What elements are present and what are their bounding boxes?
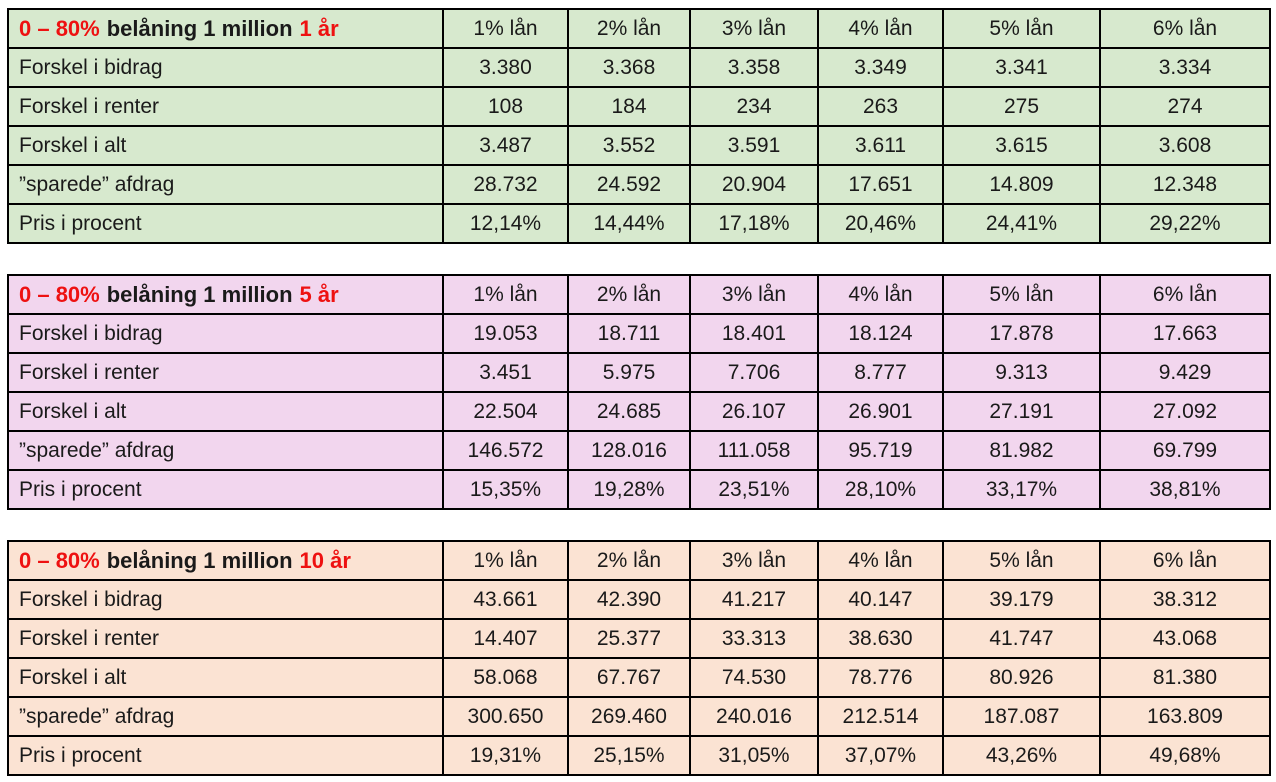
row-label: Pris i procent xyxy=(8,736,443,775)
column-header: 4% lån xyxy=(818,9,943,48)
value-cell: 22.504 xyxy=(443,392,568,431)
table-header-row xyxy=(8,275,1270,314)
row-label: Forskel i alt xyxy=(8,126,443,165)
table-row xyxy=(8,165,1270,204)
value-cell: 274 xyxy=(1100,87,1270,126)
table-row xyxy=(8,619,1270,658)
column-header: 2% lån xyxy=(568,275,690,314)
value-cell: 12.348 xyxy=(1100,165,1270,204)
column-header: 5% lån xyxy=(943,541,1100,580)
table-row xyxy=(8,353,1270,392)
table-row xyxy=(8,736,1270,775)
column-header: 6% lån xyxy=(1100,9,1270,48)
table-title xyxy=(8,275,443,314)
value-cell: 14,44% xyxy=(568,204,690,243)
table-row xyxy=(8,431,1270,470)
value-cell: 17.878 xyxy=(943,314,1100,353)
value-cell: 40.147 xyxy=(818,580,943,619)
table-title xyxy=(8,9,443,48)
value-cell: 49,68% xyxy=(1100,736,1270,775)
value-cell: 28.732 xyxy=(443,165,568,204)
value-cell: 17.651 xyxy=(818,165,943,204)
loan-table-belaaning-10-aar xyxy=(7,540,1271,776)
title-term-label: 1 år xyxy=(299,15,339,41)
value-cell: 58.068 xyxy=(443,658,568,697)
table-row xyxy=(8,658,1270,697)
value-cell: 187.087 xyxy=(943,697,1100,736)
value-cell: 38.312 xyxy=(1100,580,1270,619)
value-cell: 14.407 xyxy=(443,619,568,658)
value-cell: 108 xyxy=(443,87,568,126)
column-header: 1% lån xyxy=(443,9,568,48)
value-cell: 80.926 xyxy=(943,658,1100,697)
value-cell: 3.341 xyxy=(943,48,1100,87)
value-cell: 24,41% xyxy=(943,204,1100,243)
value-cell: 9.429 xyxy=(1100,353,1270,392)
table-row xyxy=(8,314,1270,353)
value-cell: 78.776 xyxy=(818,658,943,697)
table-row xyxy=(8,470,1270,509)
row-label: Forskel i alt xyxy=(8,658,443,697)
title-term-label: 10 år xyxy=(299,547,351,573)
column-header: 2% lån xyxy=(568,541,690,580)
value-cell: 28,10% xyxy=(818,470,943,509)
title-term-label: 5 år xyxy=(299,281,339,307)
loan-comparison-document xyxy=(7,8,1270,776)
row-label: ”sparede” afdrag xyxy=(8,431,443,470)
value-cell: 20.904 xyxy=(690,165,818,204)
column-header: 1% lån xyxy=(443,275,568,314)
row-label: ”sparede” afdrag xyxy=(8,165,443,204)
value-cell: 7.706 xyxy=(690,353,818,392)
value-cell: 39.179 xyxy=(943,580,1100,619)
value-cell: 81.982 xyxy=(943,431,1100,470)
value-cell: 275 xyxy=(943,87,1100,126)
value-cell: 25,15% xyxy=(568,736,690,775)
column-header: 6% lån xyxy=(1100,275,1270,314)
value-cell: 300.650 xyxy=(443,697,568,736)
row-label: ”sparede” afdrag xyxy=(8,697,443,736)
value-cell: 3.615 xyxy=(943,126,1100,165)
value-cell: 25.377 xyxy=(568,619,690,658)
value-cell: 17,18% xyxy=(690,204,818,243)
value-cell: 26.901 xyxy=(818,392,943,431)
column-header: 1% lån xyxy=(443,541,568,580)
value-cell: 24.685 xyxy=(568,392,690,431)
value-cell: 15,35% xyxy=(443,470,568,509)
value-cell: 43.068 xyxy=(1100,619,1270,658)
value-cell: 81.380 xyxy=(1100,658,1270,697)
value-cell: 37,07% xyxy=(818,736,943,775)
table-row xyxy=(8,392,1270,431)
row-label: Forskel i bidrag xyxy=(8,580,443,619)
value-cell: 67.767 xyxy=(568,658,690,697)
value-cell: 24.592 xyxy=(568,165,690,204)
value-cell: 3.487 xyxy=(443,126,568,165)
value-cell: 163.809 xyxy=(1100,697,1270,736)
row-label: Pris i procent xyxy=(8,470,443,509)
column-header: 2% lån xyxy=(568,9,690,48)
table-row xyxy=(8,126,1270,165)
value-cell: 19,31% xyxy=(443,736,568,775)
column-header: 3% lån xyxy=(690,9,818,48)
value-cell: 69.799 xyxy=(1100,431,1270,470)
column-header: 5% lån xyxy=(943,9,1100,48)
title-range-label: 0 – 80% xyxy=(19,281,100,307)
value-cell: 31,05% xyxy=(690,736,818,775)
value-cell: 42.390 xyxy=(568,580,690,619)
value-cell: 74.530 xyxy=(690,658,818,697)
title-middle-label: belåning 1 million xyxy=(106,281,293,307)
value-cell: 27.092 xyxy=(1100,392,1270,431)
value-cell: 43,26% xyxy=(943,736,1100,775)
title-middle-label: belåning 1 million xyxy=(106,547,293,573)
column-header: 3% lån xyxy=(690,275,818,314)
value-cell: 33.313 xyxy=(690,619,818,658)
value-cell: 14.809 xyxy=(943,165,1100,204)
value-cell: 3.591 xyxy=(690,126,818,165)
title-range-label: 0 – 80% xyxy=(19,547,100,573)
column-header: 6% lån xyxy=(1100,541,1270,580)
value-cell: 234 xyxy=(690,87,818,126)
value-cell: 18.711 xyxy=(568,314,690,353)
value-cell: 38,81% xyxy=(1100,470,1270,509)
row-label: Pris i procent xyxy=(8,204,443,243)
column-header: 3% lån xyxy=(690,541,818,580)
loan-table-belaaning-1-aar xyxy=(7,8,1271,244)
value-cell: 3.380 xyxy=(443,48,568,87)
value-cell: 111.058 xyxy=(690,431,818,470)
value-cell: 19,28% xyxy=(568,470,690,509)
value-cell: 23,51% xyxy=(690,470,818,509)
value-cell: 18.124 xyxy=(818,314,943,353)
value-cell: 240.016 xyxy=(690,697,818,736)
table-row xyxy=(8,697,1270,736)
value-cell: 3.608 xyxy=(1100,126,1270,165)
row-label: Forskel i renter xyxy=(8,87,443,126)
title-middle-label: belåning 1 million xyxy=(106,15,293,41)
value-cell: 41.217 xyxy=(690,580,818,619)
table-row xyxy=(8,48,1270,87)
value-cell: 3.358 xyxy=(690,48,818,87)
value-cell: 20,46% xyxy=(818,204,943,243)
value-cell: 3.611 xyxy=(818,126,943,165)
value-cell: 3.552 xyxy=(568,126,690,165)
table-row xyxy=(8,87,1270,126)
value-cell: 146.572 xyxy=(443,431,568,470)
row-label: Forskel i renter xyxy=(8,619,443,658)
value-cell: 12,14% xyxy=(443,204,568,243)
table-header-row xyxy=(8,541,1270,580)
value-cell: 17.663 xyxy=(1100,314,1270,353)
value-cell: 3.368 xyxy=(568,48,690,87)
column-header: 4% lån xyxy=(818,275,943,314)
value-cell: 8.777 xyxy=(818,353,943,392)
value-cell: 18.401 xyxy=(690,314,818,353)
title-range-label: 0 – 80% xyxy=(19,15,100,41)
value-cell: 212.514 xyxy=(818,697,943,736)
row-label: Forskel i alt xyxy=(8,392,443,431)
value-cell: 269.460 xyxy=(568,697,690,736)
row-label: Forskel i bidrag xyxy=(8,48,443,87)
value-cell: 26.107 xyxy=(690,392,818,431)
value-cell: 5.975 xyxy=(568,353,690,392)
table-title xyxy=(8,541,443,580)
value-cell: 43.661 xyxy=(443,580,568,619)
row-label: Forskel i bidrag xyxy=(8,314,443,353)
value-cell: 38.630 xyxy=(818,619,943,658)
value-cell: 27.191 xyxy=(943,392,1100,431)
table-row xyxy=(8,204,1270,243)
value-cell: 3.349 xyxy=(818,48,943,87)
value-cell: 184 xyxy=(568,87,690,126)
table-row xyxy=(8,580,1270,619)
value-cell: 263 xyxy=(818,87,943,126)
value-cell: 33,17% xyxy=(943,470,1100,509)
value-cell: 19.053 xyxy=(443,314,568,353)
table-header-row xyxy=(8,9,1270,48)
loan-table-belaaning-5-aar xyxy=(7,274,1271,510)
row-label: Forskel i renter xyxy=(8,353,443,392)
column-header: 5% lån xyxy=(943,275,1100,314)
value-cell: 9.313 xyxy=(943,353,1100,392)
value-cell: 3.334 xyxy=(1100,48,1270,87)
value-cell: 3.451 xyxy=(443,353,568,392)
column-header: 4% lån xyxy=(818,541,943,580)
value-cell: 128.016 xyxy=(568,431,690,470)
value-cell: 95.719 xyxy=(818,431,943,470)
value-cell: 41.747 xyxy=(943,619,1100,658)
value-cell: 29,22% xyxy=(1100,204,1270,243)
